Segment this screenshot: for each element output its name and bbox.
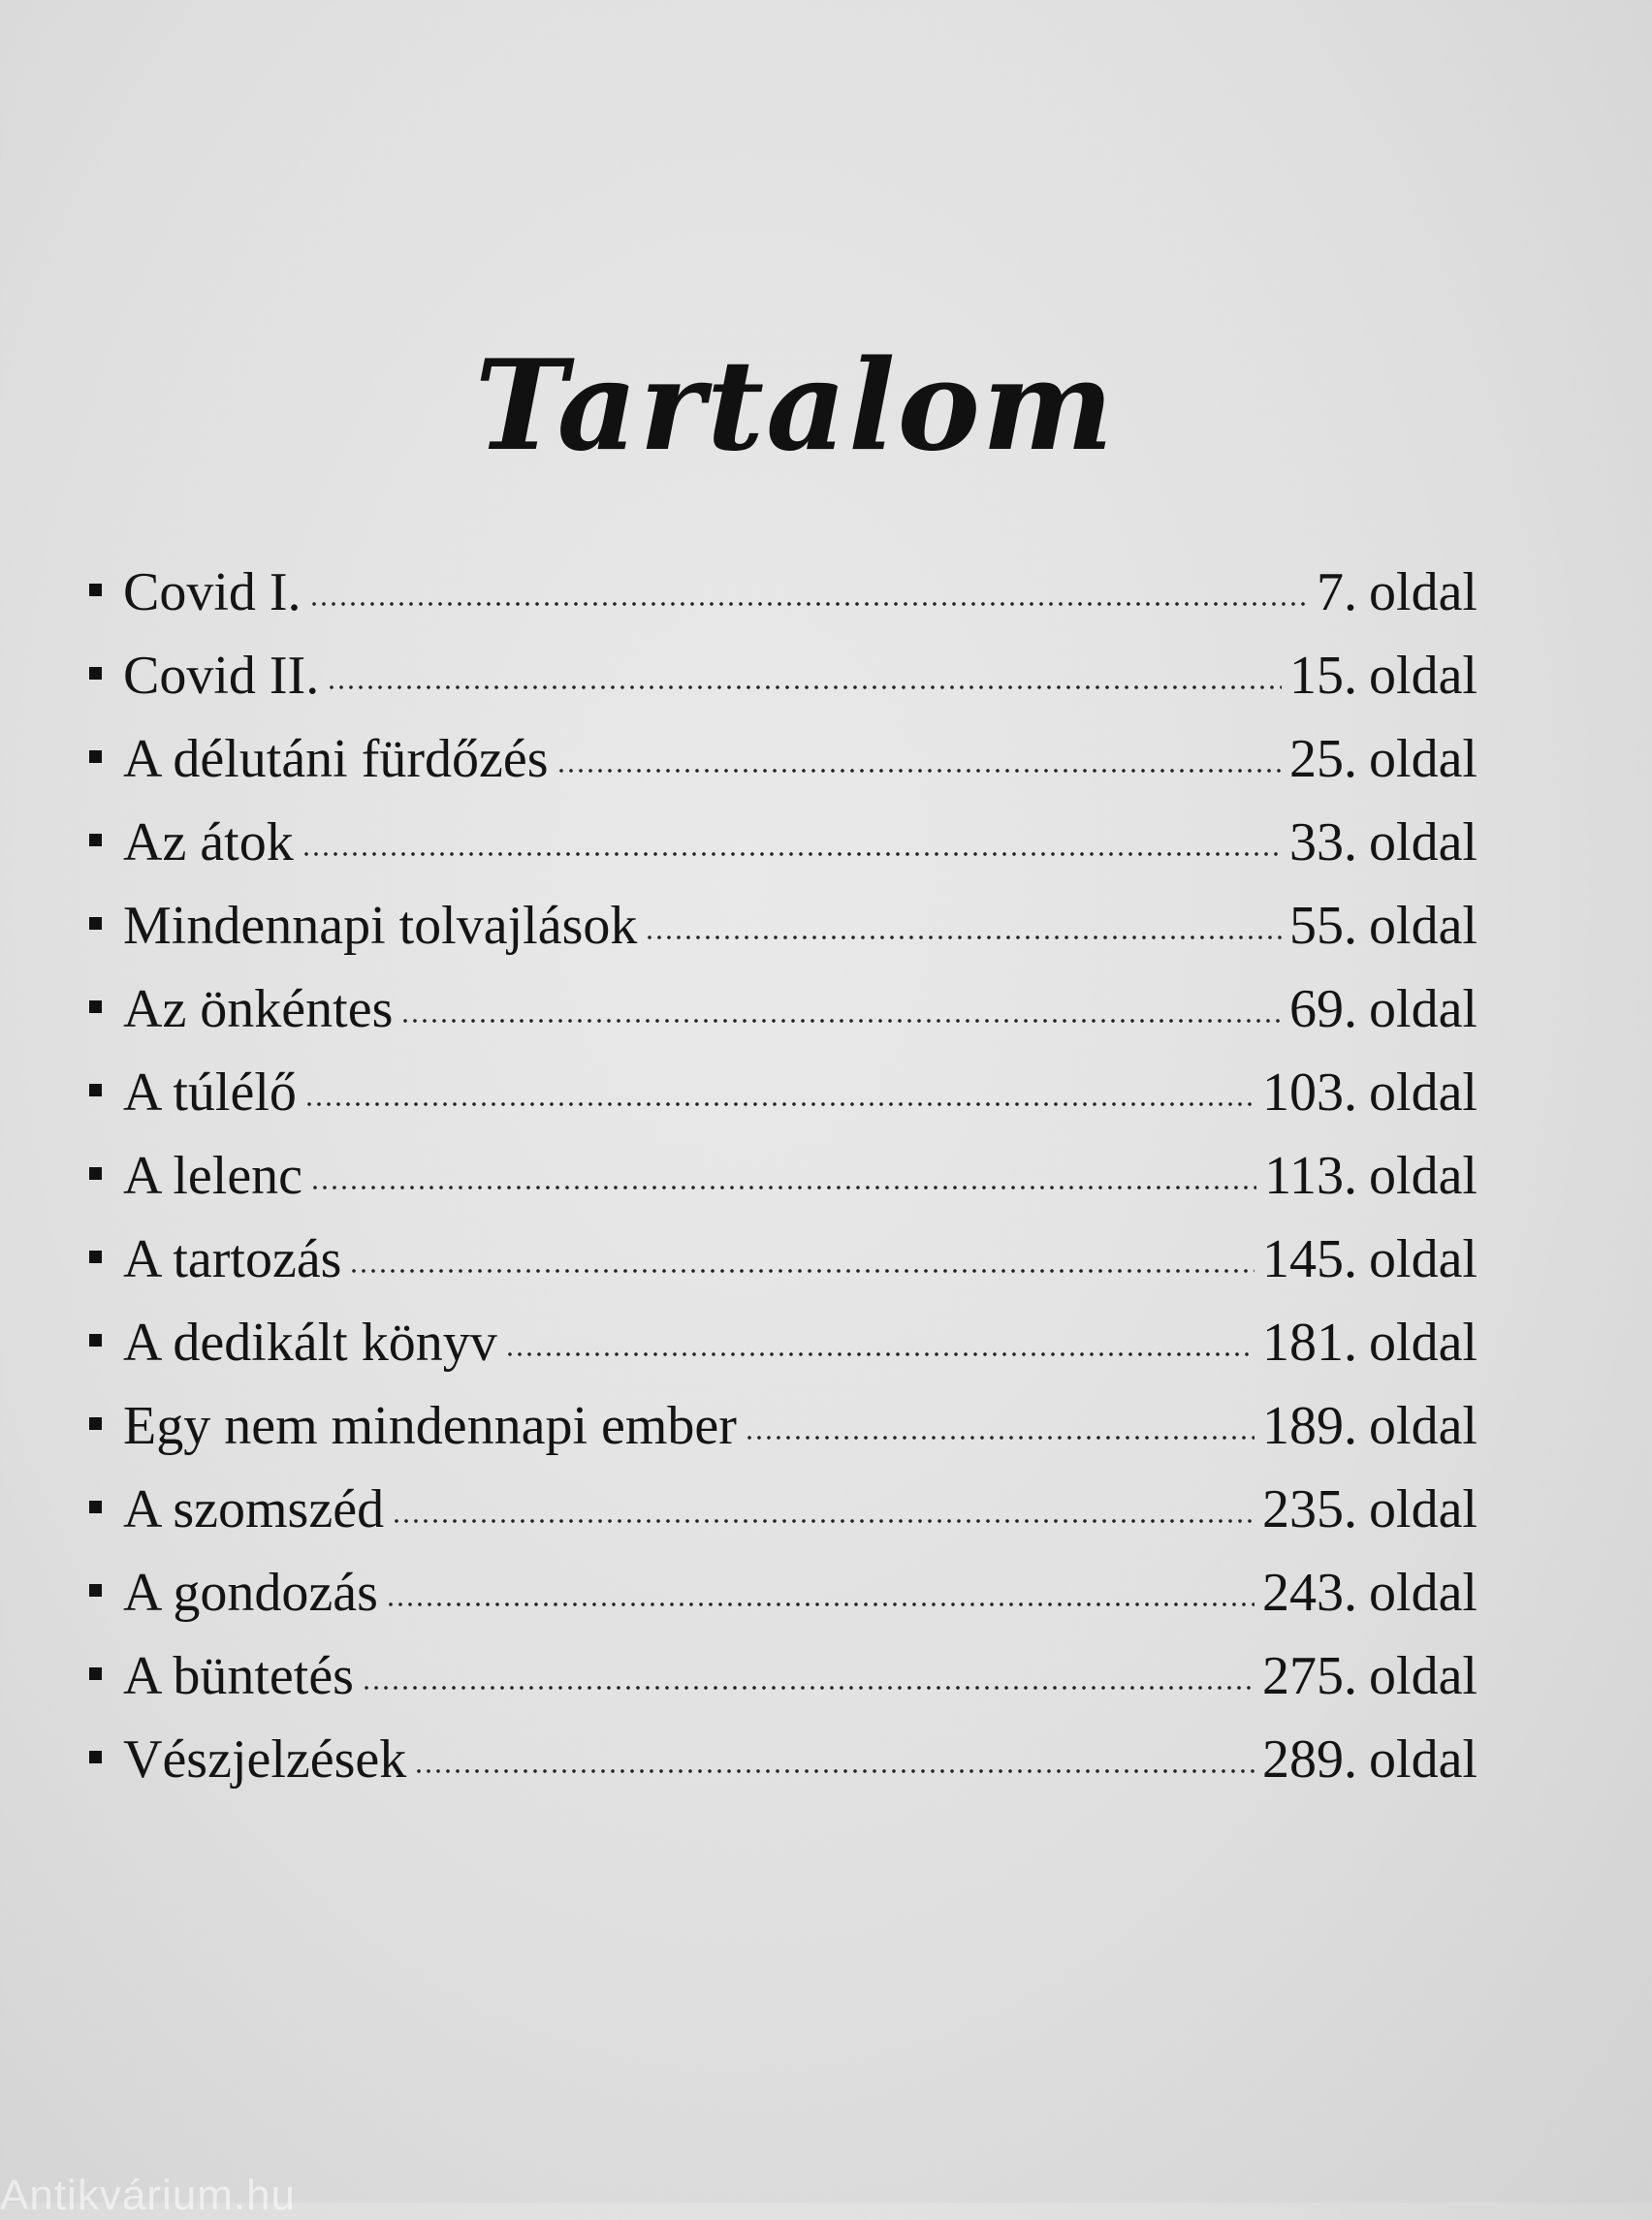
toc-entry — [89, 1384, 1477, 1468]
entry-title: Covid II. — [123, 646, 320, 706]
entry-page-word: oldal — [1369, 1729, 1477, 1790]
entry-title: Covid I. — [123, 562, 302, 622]
entry-title: A dedikált könyv — [123, 1313, 497, 1373]
toc-entry — [89, 1634, 1477, 1718]
square-bullet-icon — [89, 1084, 102, 1096]
entry-title: Az önkéntes — [123, 979, 394, 1039]
entry-page-number: 69. — [1289, 979, 1358, 1039]
dot-leader — [505, 1352, 1255, 1356]
toc-entry — [89, 967, 1477, 1051]
dot-leader — [302, 852, 1282, 856]
entry-title: A délutáni fürdőzés — [123, 729, 549, 789]
entry-page-word: oldal — [1369, 1396, 1477, 1456]
entry-page-number: 55. — [1289, 896, 1358, 956]
entry-title: A szomszéd — [123, 1479, 385, 1539]
entry-page-number: 33. — [1289, 812, 1358, 872]
entry-page-word: oldal — [1369, 979, 1477, 1039]
entry-page-word: oldal — [1369, 1313, 1477, 1373]
dot-leader — [745, 1436, 1255, 1440]
entry-page-word: oldal — [1369, 1479, 1477, 1539]
entry-title: A tartozás — [123, 1229, 342, 1289]
entry-page-number: 275. — [1262, 1646, 1358, 1706]
toc-entry — [89, 551, 1477, 634]
dot-leader — [362, 1686, 1255, 1690]
entry-page-number: 181. — [1262, 1313, 1358, 1373]
entry-page-number: 189. — [1262, 1396, 1358, 1456]
dot-leader — [645, 936, 1282, 939]
entry-title: A büntetés — [123, 1646, 354, 1706]
square-bullet-icon — [89, 1000, 102, 1013]
square-bullet-icon — [89, 1334, 102, 1347]
dot-leader — [310, 1186, 1256, 1189]
dot-leader — [392, 1519, 1255, 1523]
entry-page-word: oldal — [1369, 1646, 1477, 1706]
square-bullet-icon — [89, 1584, 102, 1597]
entry-title: Egy nem mindennapi ember — [123, 1396, 737, 1456]
dot-leader — [327, 685, 1282, 689]
entry-page-number: 15. — [1289, 646, 1358, 706]
square-bullet-icon — [89, 834, 102, 846]
toc-entry — [89, 1551, 1477, 1634]
entry-page-word: oldal — [1369, 562, 1477, 622]
entry-page-word: oldal — [1369, 896, 1477, 956]
table-of-contents — [89, 551, 1477, 1801]
entry-page-number: 243. — [1262, 1563, 1358, 1623]
square-bullet-icon — [89, 1751, 102, 1763]
square-bullet-icon — [89, 584, 102, 596]
dot-leader — [414, 1769, 1255, 1773]
watermark: Antikvárium.hu — [0, 2172, 297, 2219]
square-bullet-icon — [89, 1251, 102, 1263]
entry-page-word: oldal — [1369, 812, 1477, 872]
entry-page-number: 103. — [1262, 1062, 1358, 1123]
entry-page-number: 289. — [1262, 1729, 1358, 1790]
entry-page-number: 113. — [1264, 1146, 1358, 1206]
entry-title: Az átok — [123, 812, 294, 872]
square-bullet-icon — [89, 917, 102, 930]
square-bullet-icon — [89, 667, 102, 680]
dot-leader — [304, 1102, 1255, 1106]
toc-entry — [89, 1134, 1477, 1218]
toc-entry — [89, 1218, 1477, 1301]
entry-title: A lelenc — [123, 1146, 303, 1206]
dot-leader — [386, 1602, 1255, 1606]
square-bullet-icon — [89, 1501, 102, 1513]
entry-page-word: oldal — [1369, 729, 1477, 789]
entry-page-word: oldal — [1369, 1563, 1477, 1623]
toc-entry — [89, 717, 1477, 801]
square-bullet-icon — [89, 750, 102, 763]
toc-entry — [89, 634, 1477, 717]
toc-entry — [89, 884, 1477, 967]
entry-title: Mindennapi tolvajlások — [123, 896, 638, 956]
entry-title: A túlélő — [123, 1062, 297, 1123]
entry-page-word: oldal — [1369, 1146, 1477, 1206]
toc-entry — [89, 1301, 1477, 1384]
dot-leader — [349, 1269, 1255, 1273]
entry-page-number: 145. — [1262, 1229, 1358, 1289]
square-bullet-icon — [89, 1167, 102, 1180]
page-title: Tartalom — [474, 333, 1116, 479]
toc-entry — [89, 1051, 1477, 1134]
toc-entry — [89, 1718, 1477, 1801]
entry-page-word: oldal — [1369, 1062, 1477, 1123]
entry-page-word: oldal — [1369, 646, 1477, 706]
toc-entry — [89, 1468, 1477, 1551]
entry-page-word: oldal — [1369, 1229, 1477, 1289]
square-bullet-icon — [89, 1417, 102, 1430]
entry-title: A gondozás — [123, 1563, 378, 1623]
square-bullet-icon — [89, 1667, 102, 1680]
entry-page-number: 235. — [1262, 1479, 1358, 1539]
dot-leader — [556, 769, 1282, 773]
entry-page-number: 7. — [1317, 562, 1358, 622]
dot-leader — [400, 1019, 1282, 1023]
entry-page-number: 25. — [1289, 729, 1358, 789]
dot-leader — [309, 602, 1309, 606]
entry-title: Vészjelzések — [123, 1729, 407, 1790]
toc-entry — [89, 801, 1477, 884]
